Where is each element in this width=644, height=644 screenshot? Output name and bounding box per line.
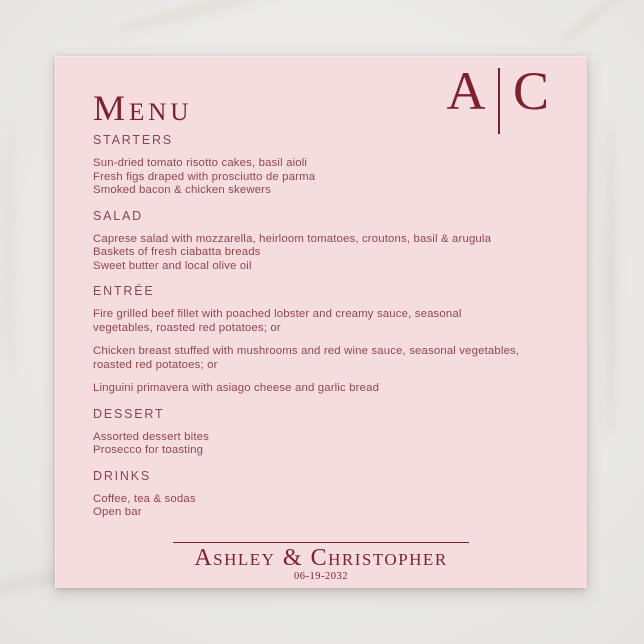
menu-item-paragraph: Caprese salad with mozzarella, heirloom tomatoes, croutons, basil & arugula Baskets of fresh ciabatta breads Sweet butter and local olive oil: [93, 232, 492, 272]
section-header: STARTERS: [93, 133, 173, 147]
section-header: DRINKS: [93, 468, 152, 483]
card-footer: [55, 542, 587, 583]
menu-item-paragraph: Coffee, tea & sodas Open bar: [93, 492, 196, 518]
menu-item-paragraph: Sun-dried tomato risotto cakes, basil aioli Fresh figs draped with prosciutto de parma Smoked bacon & chicken skewers: [93, 157, 316, 196]
monogram-divider-line: [498, 68, 500, 134]
couple-names: Ashley & Christopher: [194, 545, 448, 571]
marble-vein: [6, 120, 14, 380]
footer-divider-line: [173, 542, 469, 543]
monogram-initial-right: C: [512, 61, 549, 121]
monogram: [446, 61, 549, 134]
marble-vein: [556, 0, 631, 47]
marble-vein: [606, 120, 615, 440]
menu-title: Menu: [93, 88, 193, 128]
menu-card: [55, 56, 587, 588]
menu-sections: [93, 134, 553, 520]
menu-item-paragraph: Assorted dessert bites Prosecco for toasting: [93, 430, 209, 456]
menu-item-paragraph: Chicken breast stuffed with mushrooms and red wine sauce, seasonal vegetables, roasted red potatoes; or: [93, 345, 520, 371]
wedding-date: 06-19-2032: [294, 571, 348, 583]
menu-item-paragraph: Linguini primavera with asiago cheese and garlic bread: [93, 382, 380, 394]
section-header: SALAD: [93, 208, 143, 223]
monogram-initial-left: A: [446, 61, 486, 121]
section-header: DESSERT: [93, 406, 165, 421]
section-header: ENTRÉE: [93, 284, 155, 298]
marble-vein: [111, 0, 278, 35]
menu-item-paragraph: Fire grilled beef fillet with poached lobster and creamy sauce, seasonal vegetables, roasted red potatoes; or: [93, 308, 462, 334]
